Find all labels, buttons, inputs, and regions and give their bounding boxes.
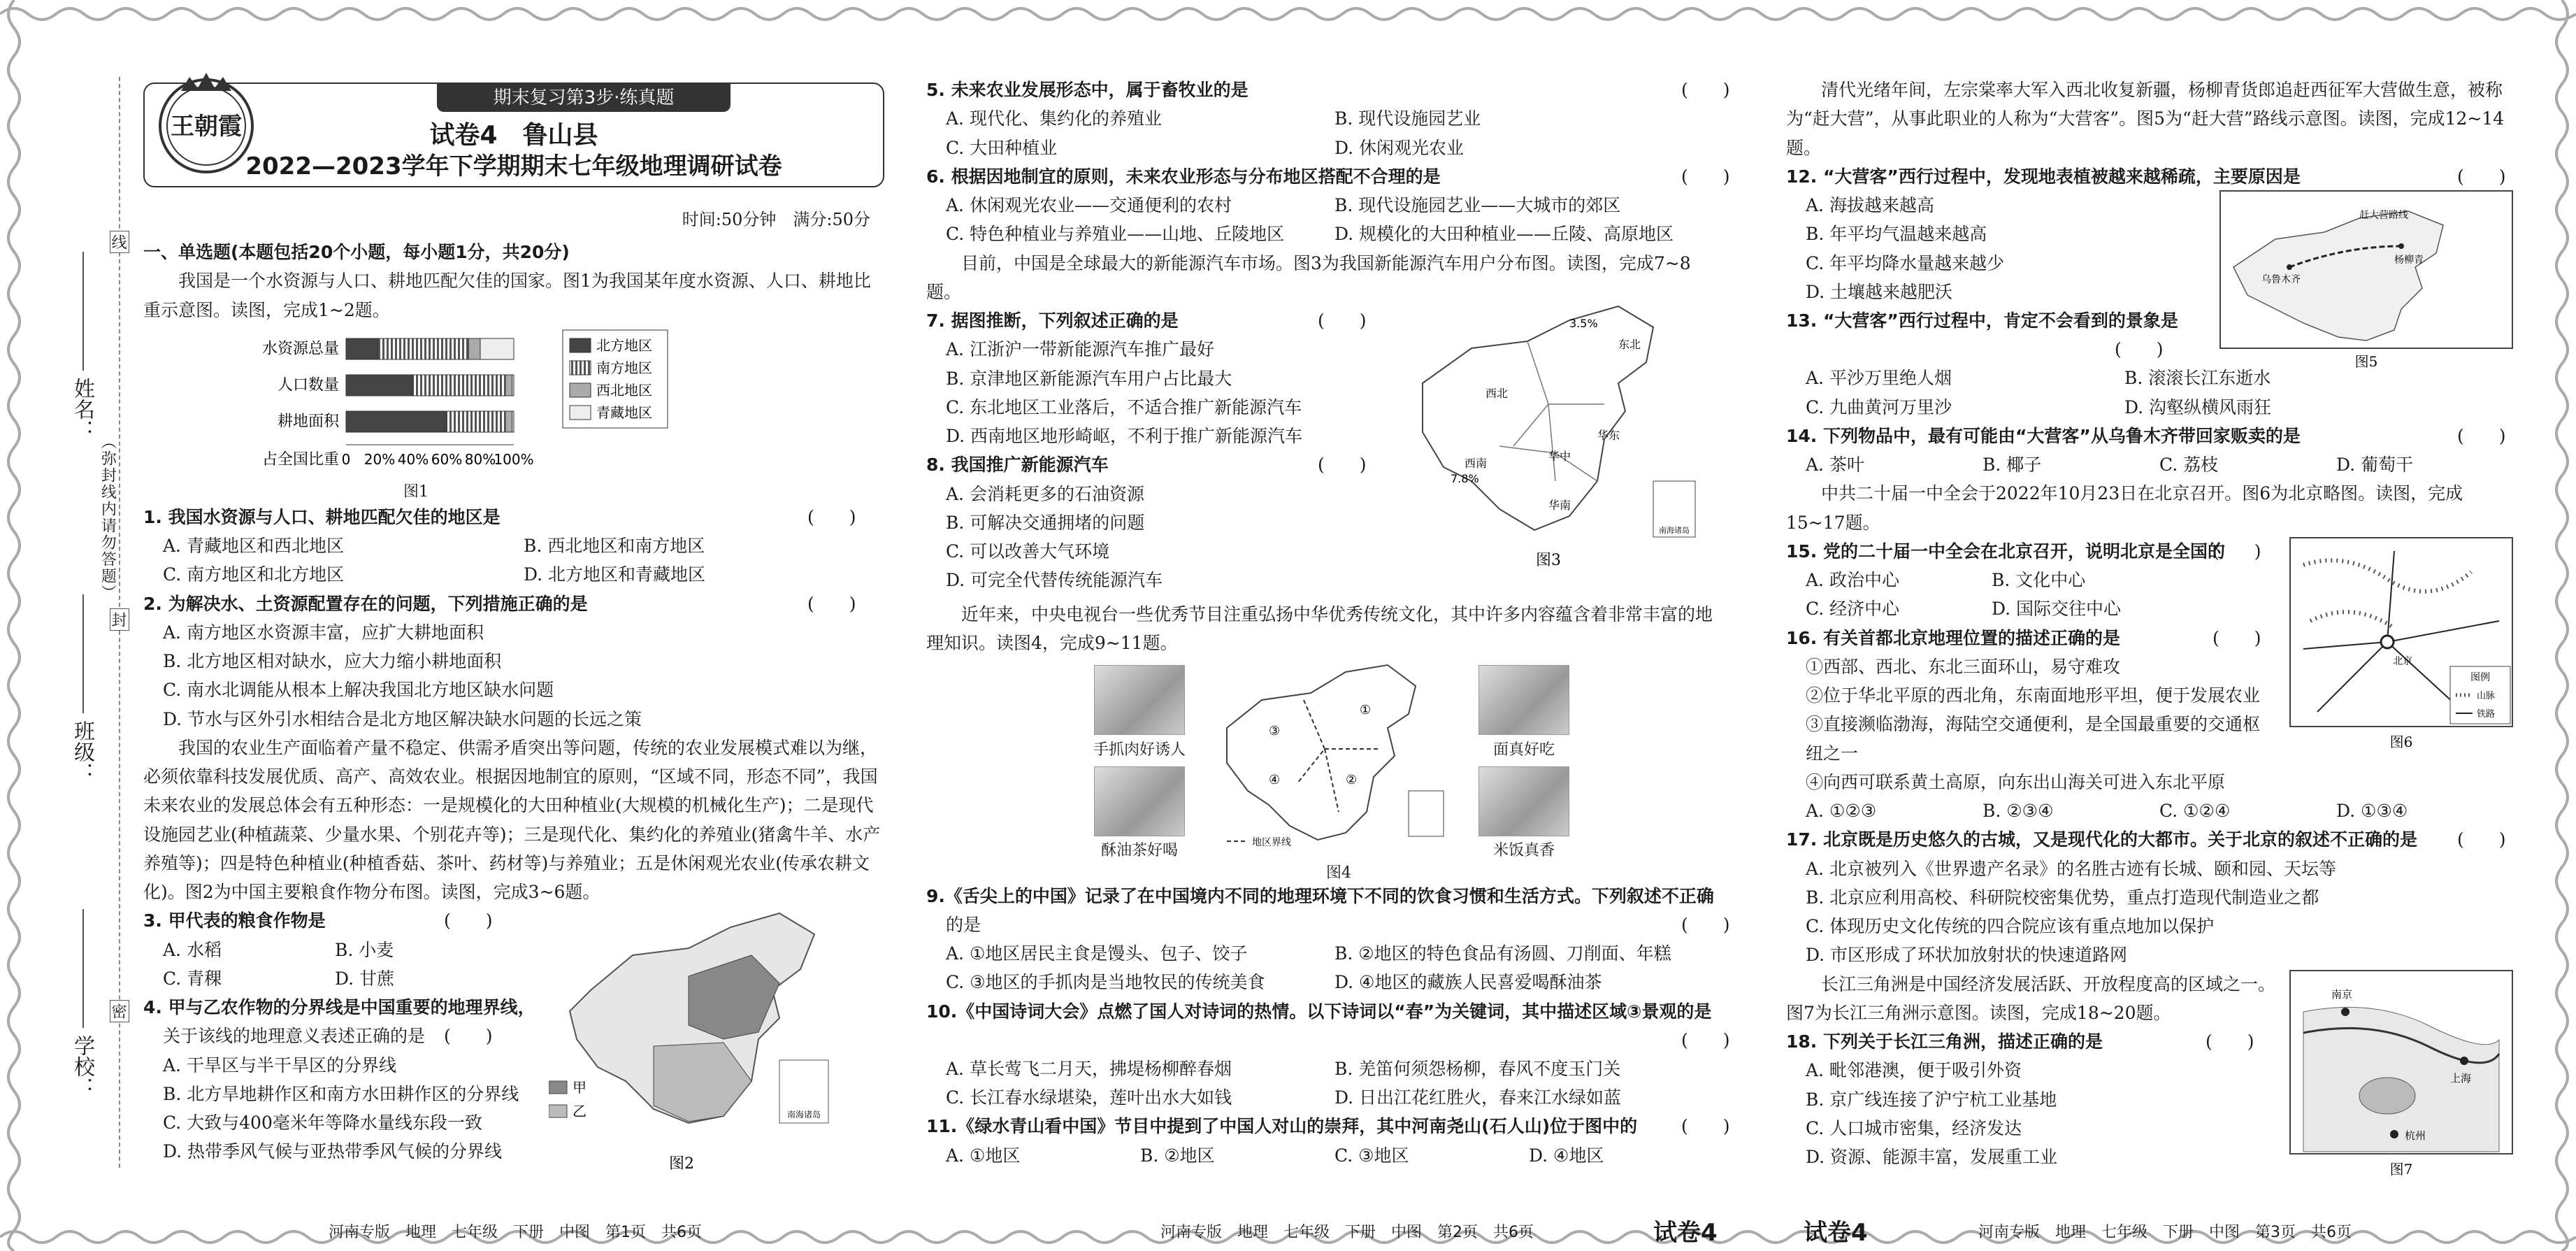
fig1-row-label: 水资源总量 bbox=[261, 340, 339, 358]
question-4: 4. 甲与乙农作物的分界线是中国重要的地理界线， bbox=[143, 997, 535, 1017]
option-9a[interactable]: A. ①地区居民主食是馒头、包子、饺子 bbox=[946, 943, 1248, 964]
option-5d[interactable]: D. 休闲观光农业 bbox=[1334, 137, 1465, 158]
question-8: 8. 我国推广新能源汽车 ( ) bbox=[926, 455, 1367, 476]
fig1-legend-swatch bbox=[570, 406, 591, 420]
question-10-options bbox=[926, 1055, 1723, 1113]
q12-13-block bbox=[1786, 162, 2513, 422]
footer-page-2: 河南专版 地理 七年级 下册 中图 第2页 共6页 bbox=[1160, 1224, 1534, 1241]
fig6-beijing: 北京 bbox=[2393, 655, 2412, 667]
option-13d[interactable]: D. 沟壑纵横风雨狂 bbox=[2124, 396, 2272, 417]
fig1-legend-label: 南方地区 bbox=[596, 359, 652, 376]
option-13a[interactable]: A. 平沙万里绝人烟 bbox=[1806, 368, 1952, 389]
photo-butter-tea bbox=[1094, 766, 1185, 836]
q16-statement-2: ②位于华北平原的西北角，东南面地形平坦，便于发展农业 bbox=[1806, 685, 2261, 706]
option-11d[interactable]: D. ④地区 bbox=[1529, 1145, 1604, 1166]
fig1-legend-swatch bbox=[570, 361, 591, 375]
footer-page-1: 河南专版 地理 七年级 下册 中图 第1页 共6页 bbox=[329, 1224, 702, 1241]
option-8b[interactable]: B. 可解决交通拥堵的问题 bbox=[946, 512, 1145, 533]
fig1-bar-segment bbox=[447, 411, 505, 432]
option-15b[interactable]: B. 文化中心 bbox=[1992, 570, 2086, 590]
option-2a[interactable]: A. 南方地区水资源丰富，应扩大耕地面积 bbox=[163, 622, 484, 643]
fig7-nanjing: 南京 bbox=[2331, 987, 2353, 1001]
question-14-options bbox=[1786, 450, 2513, 479]
fig1-bar-segment bbox=[346, 411, 447, 432]
option-8c[interactable]: C. 可以改善大气环境 bbox=[946, 541, 1110, 562]
option-14c[interactable]: C. 荔枝 bbox=[2159, 455, 2219, 475]
figure-3-inset: 南海诸岛 bbox=[1659, 526, 1690, 535]
photo-hand-meat bbox=[1094, 665, 1185, 735]
question-13-options bbox=[1786, 364, 2443, 422]
name-label: 姓名： bbox=[70, 378, 94, 441]
intro-q18-20: 长江三角洲是中国经济发展活跃、开放程度高的区域之一。图7为长江三角洲示意图。读图，完成18~20题。 bbox=[1786, 973, 2276, 1023]
question-9: 9.《舌尖上的中国》记录了在中国境内不同的地理环境下不同的饮食习惯和生活方式。下列叙述不正确 bbox=[926, 885, 1714, 906]
fig1-bar-segment bbox=[505, 411, 512, 432]
binding-cut-mark-2: 封 bbox=[110, 608, 129, 631]
question-1: 1. 我国水资源与人口、耕地匹配欠佳的地区是 ( ) bbox=[143, 506, 856, 527]
option-18b[interactable]: B. 京广线连接了沪宁杭工业基地 bbox=[1806, 1089, 2057, 1110]
question-18: 18. 下列关于长江三角洲，描述正确的是 ( ) bbox=[1786, 1031, 2254, 1052]
fig1-tick-label: 100% bbox=[494, 450, 534, 468]
column-3 bbox=[1786, 76, 2513, 1178]
option-12c[interactable]: C. 年平均降水量越来越少 bbox=[1806, 252, 2005, 273]
question-10: 10.《中国诗词大会》点燃了国人对诗词的热情。以下诗词以“春”为关键词，其中描述区域③景观的是 bbox=[926, 1001, 1712, 1022]
question-6-options bbox=[926, 191, 1723, 249]
exam-tag-right: 试卷4 bbox=[1653, 1219, 1718, 1247]
option-4b[interactable]: B. 北方旱地耕作区和南方水田耕作区的分界线 bbox=[163, 1083, 519, 1104]
fig1-bar-segment bbox=[468, 338, 480, 359]
fig1-bar-segment bbox=[413, 375, 505, 396]
question-13: 13. “大营客”西行过程中，肯定不会看到的景象是 bbox=[1786, 310, 2178, 331]
figure-6-caption: 图6 bbox=[2389, 733, 2413, 750]
figure-6-map bbox=[2289, 537, 2513, 754]
fig1-bar-segment bbox=[378, 338, 469, 359]
option-10b[interactable]: B. 羌笛何须怨杨柳，春风不度玉门关 bbox=[1334, 1058, 1621, 1079]
option-14a[interactable]: A. 茶叶 bbox=[1806, 455, 1864, 475]
q16-statement-4: ④向西可联系黄土高原，向东出山海关可进入东北平原 bbox=[1806, 771, 2226, 792]
question-6: 6. 根据因地制宜的原则，未来农业形态与分布地区搭配不合理的是 ( ) bbox=[926, 166, 1730, 187]
option-15d[interactable]: D. 国际交往中心 bbox=[1992, 599, 2122, 620]
question-1-options bbox=[143, 531, 884, 589]
name-field[interactable] bbox=[82, 252, 84, 371]
fig1-bar-segment bbox=[512, 411, 514, 432]
option-3b[interactable]: B. 小麦 bbox=[335, 939, 394, 960]
fig7-shanghai: 上海 bbox=[2450, 1071, 2472, 1085]
option-4c[interactable]: C. 大致与400毫米年等降水量线东段一致 bbox=[163, 1113, 482, 1133]
fig3-label-1: 3.5% bbox=[1569, 317, 1598, 330]
fig1-tick-label: 0 bbox=[341, 450, 351, 468]
fig1-tick-label: 40% bbox=[397, 450, 429, 468]
option-5a[interactable]: A. 现代化、集约化的养殖业 bbox=[946, 108, 1162, 129]
option-17d[interactable]: D. 市区形成了环状加放射状的快速道路网 bbox=[1806, 945, 2128, 966]
option-5c[interactable]: C. 大田种植业 bbox=[946, 137, 1058, 158]
fig1-tick-label: 20% bbox=[364, 450, 396, 468]
exam-tag-left: 试卷4 bbox=[1804, 1219, 1868, 1247]
figure-2-caption: 图2 bbox=[669, 1155, 694, 1173]
figure-2-inset: 南海诸岛 bbox=[786, 1110, 821, 1120]
option-2b[interactable]: B. 北方地区相对缺水，应大力缩小耕地面积 bbox=[163, 651, 502, 671]
option-1b[interactable]: B. 西北地区和南方地区 bbox=[524, 536, 705, 556]
fig1-bar-segment bbox=[480, 338, 514, 359]
option-1c[interactable]: C. 南方地区和北方地区 bbox=[163, 564, 345, 585]
option-16d[interactable]: D. ①③④ bbox=[2336, 801, 2408, 821]
option-6c[interactable]: C. 特色种植业与养殖业——山地、丘陵地区 bbox=[946, 224, 1285, 245]
exam-title: 试卷4 鲁山县 bbox=[429, 121, 598, 150]
fig1-row-label: 人口数量 bbox=[277, 376, 339, 394]
exam-subtitle: 2022—2023学年下学期期末七年级地理调研试卷 bbox=[245, 152, 782, 180]
option-18d[interactable]: D. 资源、能源丰富，发展重工业 bbox=[1806, 1147, 2058, 1167]
figure-7-caption: 图7 bbox=[2389, 1160, 2413, 1178]
intro-q15-17: 中共二十届一中全会于2022年10月23日在北京召开。图6为北京略图。读图，完成15~17题。 bbox=[1786, 483, 2463, 533]
fig1-bar-segment bbox=[346, 375, 413, 396]
option-11a[interactable]: A. ①地区 bbox=[946, 1145, 1021, 1166]
fig3-label-2: 西北 bbox=[1485, 387, 1509, 400]
q16-statement-3b: 纽之一 bbox=[1806, 743, 1859, 764]
question-2: 2. 为解决水、土资源配置存在的问题，下列措施正确的是 ( ) bbox=[143, 593, 856, 614]
class-field[interactable] bbox=[82, 594, 84, 713]
option-13b[interactable]: B. 滚滚长江东逝水 bbox=[2124, 368, 2271, 389]
region-2: ② bbox=[1346, 772, 1358, 787]
school-label: 学校： bbox=[70, 1035, 94, 1098]
figure-4-caption: 图4 bbox=[1326, 864, 1351, 882]
option-7d[interactable]: D. 西南地区地形崎岖，不利于推广新能源汽车 bbox=[946, 426, 1303, 446]
fig1-bar-segment bbox=[512, 375, 514, 396]
figure-7-map bbox=[2289, 970, 2513, 1180]
binding-note: （弥封线内请勿答题） bbox=[99, 434, 117, 601]
fig1-tick-label: 80% bbox=[464, 450, 496, 468]
figure-4-map bbox=[1220, 658, 1458, 861]
figure-5-caption: 图5 bbox=[2354, 352, 2378, 370]
question-3: 3. 甲代表的粮食作物是 ( ) bbox=[143, 910, 493, 931]
option-6b[interactable]: B. 现代设施园艺业——大城市的郊区 bbox=[1334, 195, 1621, 215]
fig5-route-label: 赶大营路线 bbox=[2359, 209, 2408, 221]
top-wave-border bbox=[0, 0, 2576, 28]
question-7: 7. 据图推断，下列叙述正确的是 ( ) bbox=[926, 310, 1367, 331]
intro-q7-8: 目前，中国是全球最大的新能源汽车市场。图3为我国新能源汽车用户分布图。读图，完成7~8题。 bbox=[926, 252, 1691, 302]
option-16b[interactable]: B. ②③④ bbox=[1983, 801, 2054, 821]
logo-text: 王朝霞 bbox=[171, 113, 242, 141]
option-5b[interactable]: B. 现代设施园艺业 bbox=[1334, 108, 1481, 129]
fig1-legend-label: 北方地区 bbox=[596, 336, 652, 354]
question-11: 11.《绿水青山看中国》节目中提到了中国人对山的崇拜，其中河南尧山(石人山)位于图中的 ( ) bbox=[926, 1116, 1730, 1137]
option-17c[interactable]: C. 体现历史文化传统的四合院应该有重点地加以保护 bbox=[1806, 916, 2215, 936]
school-field[interactable] bbox=[82, 909, 84, 1028]
region-4: ④ bbox=[1269, 772, 1281, 787]
option-1d[interactable]: D. 北方地区和青藏地区 bbox=[524, 564, 706, 585]
fig3-label-7: 华中 bbox=[1548, 450, 1571, 463]
q7-8-block bbox=[926, 306, 1723, 600]
legend-swatch-yi bbox=[549, 1105, 567, 1117]
fig1-tick-label: 60% bbox=[431, 450, 463, 468]
question-9-line2: 的是 ( ) bbox=[946, 914, 1730, 935]
q16-statement-1: ①西部、西北、东北三面环山，易守难攻 bbox=[1806, 656, 2121, 677]
left-wave-border bbox=[0, 0, 28, 1251]
intro-q3-6: 我国的农业生产面临着产量不稳定、供需矛盾突出等问题，传统的农业发展模式难以为继，必须依靠科技发展优质、高产、高效农业。根据因地制宜的原则，“区域不同，形态不同”，我国未来农业的发展总体会有五种形态：一是规模化的大田种植业(大规模的机械化生产)；二是现代设施园艺业(种植蔬菜、少量水果、个别花卉等)；三是现代化、集约化的养殖业(猪禽牛羊、水产养殖等)；四是特色种植业(种植香菇、茶叶、药材等)与养殖业；五是休闲观光农业(传承农耕文化)。图2为中国主要粮食作物分布图。读图，完成3~6题。 bbox=[143, 737, 881, 902]
photo-caption-2: 面真好吃 bbox=[1492, 741, 1555, 759]
exam-header bbox=[143, 63, 884, 238]
option-6a[interactable]: A. 休闲观光农业——交通便利的农村 bbox=[946, 195, 1232, 215]
option-9b[interactable]: B. ②地区的特色食品有汤圆、刀削面、年糕 bbox=[1334, 943, 1671, 964]
option-10c[interactable]: C. 长江春水绿堪染，莲叶出水大如钱 bbox=[946, 1087, 1232, 1108]
option-12d[interactable]: D. 土壤越来越肥沃 bbox=[1806, 281, 1953, 302]
photo-rice bbox=[1478, 766, 1569, 836]
question-9-options bbox=[926, 939, 1723, 997]
option-17b[interactable]: B. 北京应利用高校、科研院校密集优势，重点打造现代制造业之都 bbox=[1806, 887, 2319, 908]
photo-caption-1: 手抓肉好诱人 bbox=[1093, 741, 1186, 759]
option-9d[interactable]: D. ④地区的藏族人民喜爱喝酥油茶 bbox=[1334, 972, 1602, 993]
question-5: 5. 未来农业发展形态中，属于畜牧业的是 ( ) bbox=[926, 80, 1730, 100]
option-4d[interactable]: D. 热带季风气候与亚热带季风气候的分界线 bbox=[163, 1141, 503, 1162]
option-1a[interactable]: A. 青藏地区和西北地区 bbox=[163, 536, 344, 556]
section-heading: 一、单选题(本题包括20个小题，每小题1分，共20分) bbox=[143, 242, 570, 262]
q18-block bbox=[1786, 970, 2513, 1178]
figure-1 bbox=[143, 324, 884, 503]
option-14b[interactable]: B. 椰子 bbox=[1983, 455, 2042, 475]
fig1-axis-label: 占全国比重 bbox=[261, 450, 339, 469]
option-18c[interactable]: C. 人口城市密集，经济发达 bbox=[1806, 1117, 2022, 1138]
option-16c[interactable]: C. ①②④ bbox=[2159, 801, 2231, 821]
fig3-label-6: 华南 bbox=[1548, 499, 1571, 512]
q16-statement-3: ③直接濒临渤海，海陆空交通便利，是全国最重要的交通枢 bbox=[1806, 714, 2261, 735]
fig1-row-label: 耕地面积 bbox=[277, 413, 339, 431]
q3-4-block bbox=[143, 906, 884, 1172]
fig3-label-3: 西南 bbox=[1465, 457, 1488, 470]
column-2 bbox=[926, 76, 1730, 1170]
intro-q1-2: 我国是一个水资源与人口、耕地匹配欠佳的国家。图1为我国某年度水资源、人口、耕地比重示意图。读图，完成1~2题。 bbox=[143, 271, 871, 320]
fig1-legend-label: 西北地区 bbox=[596, 381, 652, 399]
option-3c[interactable]: C. 青稞 bbox=[163, 968, 222, 989]
legend-yi: 乙 bbox=[573, 1103, 587, 1120]
question-3-options bbox=[143, 936, 507, 994]
legend-jia: 甲 bbox=[573, 1079, 587, 1096]
option-3a[interactable]: A. 水稻 bbox=[163, 939, 222, 960]
fig7-hangzhou: 杭州 bbox=[2405, 1129, 2426, 1142]
option-10d[interactable]: D. 日出江花红胜火，春来江水绿如蓝 bbox=[1334, 1087, 1622, 1108]
option-9c[interactable]: C. ③地区的手抓肉是当地牧民的传统美食 bbox=[946, 972, 1265, 993]
question-16: 16. 有关首都北京地理位置的描述正确的是 ( ) bbox=[1786, 627, 2261, 648]
intro-q12-14: 清代光绪年间，左宗棠率大军入西北收复新疆，杨柳青货郎追赶西征军大营做生意，被称为“赶大营”，从事此职业的人称为“大营客”。图5为“赶大营”路线示意图。读图，完成12~14题。 bbox=[1786, 80, 2505, 158]
photo-caption-4: 米饭真香 bbox=[1492, 841, 1555, 859]
option-12b[interactable]: B. 年平均气温越来越高 bbox=[1806, 224, 1987, 245]
figure-4 bbox=[926, 658, 1723, 882]
header-banner: 期末复习第3步·练真题 bbox=[437, 84, 731, 112]
question-4-line2: 关于该线的地理意义表述正确的是 ( ) bbox=[163, 1026, 493, 1047]
fig3-label-5: 华东 bbox=[1597, 429, 1620, 442]
option-15c[interactable]: C. 经济中心 bbox=[1806, 599, 1900, 620]
option-6d[interactable]: D. 规模化的大田种植业——丘陵、高原地区 bbox=[1334, 224, 1674, 245]
option-4a[interactable]: A. 干旱区与半干旱区的分界线 bbox=[163, 1055, 396, 1075]
legend-swatch-jia bbox=[549, 1081, 567, 1094]
option-12a[interactable]: A. 海拔越来越高 bbox=[1806, 195, 1934, 215]
region-1: ① bbox=[1360, 702, 1372, 717]
question-10-paren-line: ( ) bbox=[1681, 1029, 1730, 1050]
column-1 bbox=[143, 63, 884, 1172]
fig1-legend-swatch bbox=[570, 383, 591, 397]
figure-1-chart bbox=[143, 324, 884, 482]
option-7b[interactable]: B. 京津地区新能源汽车用户占比最大 bbox=[946, 368, 1232, 389]
fig1-legend-swatch bbox=[570, 338, 591, 352]
option-2d[interactable]: D. 节水与区外引水相结合是北方地区解决缺水问题的长远之策 bbox=[163, 708, 642, 729]
binding-cut-mark-1: 线 bbox=[110, 231, 129, 253]
option-11c[interactable]: C. ③地区 bbox=[1334, 1145, 1409, 1166]
option-16a[interactable]: A. ①②③ bbox=[1806, 801, 1877, 821]
question-17: 17. 北京既是历史悠久的古城，又是现代化的大都市。关于北京的叙述不正确的是 ( ) bbox=[1786, 829, 2506, 850]
exam-time-score: 时间:50分钟 满分:50分 bbox=[682, 210, 870, 229]
fig1-bar-segment bbox=[346, 338, 378, 359]
photo-noodles bbox=[1478, 665, 1569, 735]
figure-3-map bbox=[1409, 299, 1723, 593]
intro-q9-11: 近年来，中央电视台一些优秀节目注重弘扬中华优秀传统文化，其中许多内容蕴含着非常丰富的地理知识。读图4，完成9~11题。 bbox=[926, 604, 1713, 654]
fig3-label-8: 东北 bbox=[1618, 338, 1641, 351]
right-wave-border bbox=[2548, 0, 2576, 1251]
option-8a[interactable]: A. 会消耗更多的石油资源 bbox=[946, 483, 1144, 504]
question-5-options bbox=[926, 104, 1723, 162]
question-11-options bbox=[926, 1141, 1723, 1170]
option-8d[interactable]: D. 可完全代替传统能源汽车 bbox=[946, 570, 1163, 591]
figure-2-map bbox=[549, 906, 877, 1172]
photo-caption-3: 酥油茶好喝 bbox=[1100, 841, 1178, 859]
option-7c[interactable]: C. 东北地区工业落后，不适合推广新能源汽车 bbox=[946, 396, 1302, 417]
question-14: 14. 下列物品中，最有可能由“大营客”从乌鲁木齐带回家贩卖的是 ( ) bbox=[1786, 425, 2506, 446]
figure-5-map bbox=[2219, 190, 2513, 372]
fig5-urumqi: 乌鲁木齐 bbox=[2261, 273, 2301, 285]
option-3d[interactable]: D. 甘蔗 bbox=[335, 968, 395, 989]
option-10a[interactable]: A. 草长莺飞二月天，拂堤杨柳醉春烟 bbox=[946, 1058, 1232, 1079]
option-14d[interactable]: D. 葡萄干 bbox=[2336, 455, 2414, 475]
option-7a[interactable]: A. 江浙沪一带新能源汽车推广最好 bbox=[946, 339, 1214, 360]
question-16-options bbox=[1786, 796, 2513, 825]
q15-16-block bbox=[1786, 537, 2513, 826]
footer-page-3: 河南专版 地理 七年级 下册 中图 第3页 共6页 bbox=[1978, 1224, 2352, 1241]
question-15-options bbox=[1786, 566, 2178, 624]
option-18a[interactable]: A. 毗邻港澳，便于吸引外资 bbox=[1806, 1060, 2022, 1081]
fig6-legend-mountain: 山脉 bbox=[2477, 690, 2496, 701]
option-17a[interactable]: A. 北京被列入《世界遗产名录》的名胜古迹有长城、颐和园、天坛等 bbox=[1806, 858, 2336, 879]
question-15: 15. 党的二十届一中全会在北京召开，说明北京是全国的 ( ) bbox=[1786, 541, 2261, 562]
fig3-label-4: 7.8% bbox=[1451, 472, 1479, 485]
class-label: 班级： bbox=[70, 720, 94, 783]
figure-4-legend: 地区界线 bbox=[1252, 836, 1291, 848]
figure-3-caption: 图3 bbox=[1536, 552, 1561, 569]
fig6-legend-title: 图例 bbox=[2470, 671, 2490, 683]
fig6-legend-rail: 铁路 bbox=[2477, 708, 2496, 720]
question-13-paren-line: ( ) bbox=[2115, 339, 2164, 360]
option-13c[interactable]: C. 九曲黄河万里沙 bbox=[1806, 396, 1952, 417]
binding-cut-mark-3: 密 bbox=[110, 1000, 129, 1022]
question-12: 12. “大营客”西行过程中，发现地表植被越来越稀疏，主要原因是 ( ) bbox=[1786, 166, 2506, 187]
option-11b[interactable]: B. ②地区 bbox=[1140, 1145, 1215, 1166]
fig1-bar-segment bbox=[505, 375, 512, 396]
option-2c[interactable]: C. 南水北调能从根本上解决我国北方地区缺水问题 bbox=[163, 680, 554, 701]
fig1-legend-label: 青藏地区 bbox=[596, 403, 652, 421]
option-15a[interactable]: A. 政治中心 bbox=[1806, 570, 1899, 590]
fig5-yangliuqing: 杨柳青 bbox=[2394, 254, 2424, 266]
region-3: ③ bbox=[1269, 723, 1281, 738]
figure-1-caption: 图1 bbox=[403, 482, 429, 501]
